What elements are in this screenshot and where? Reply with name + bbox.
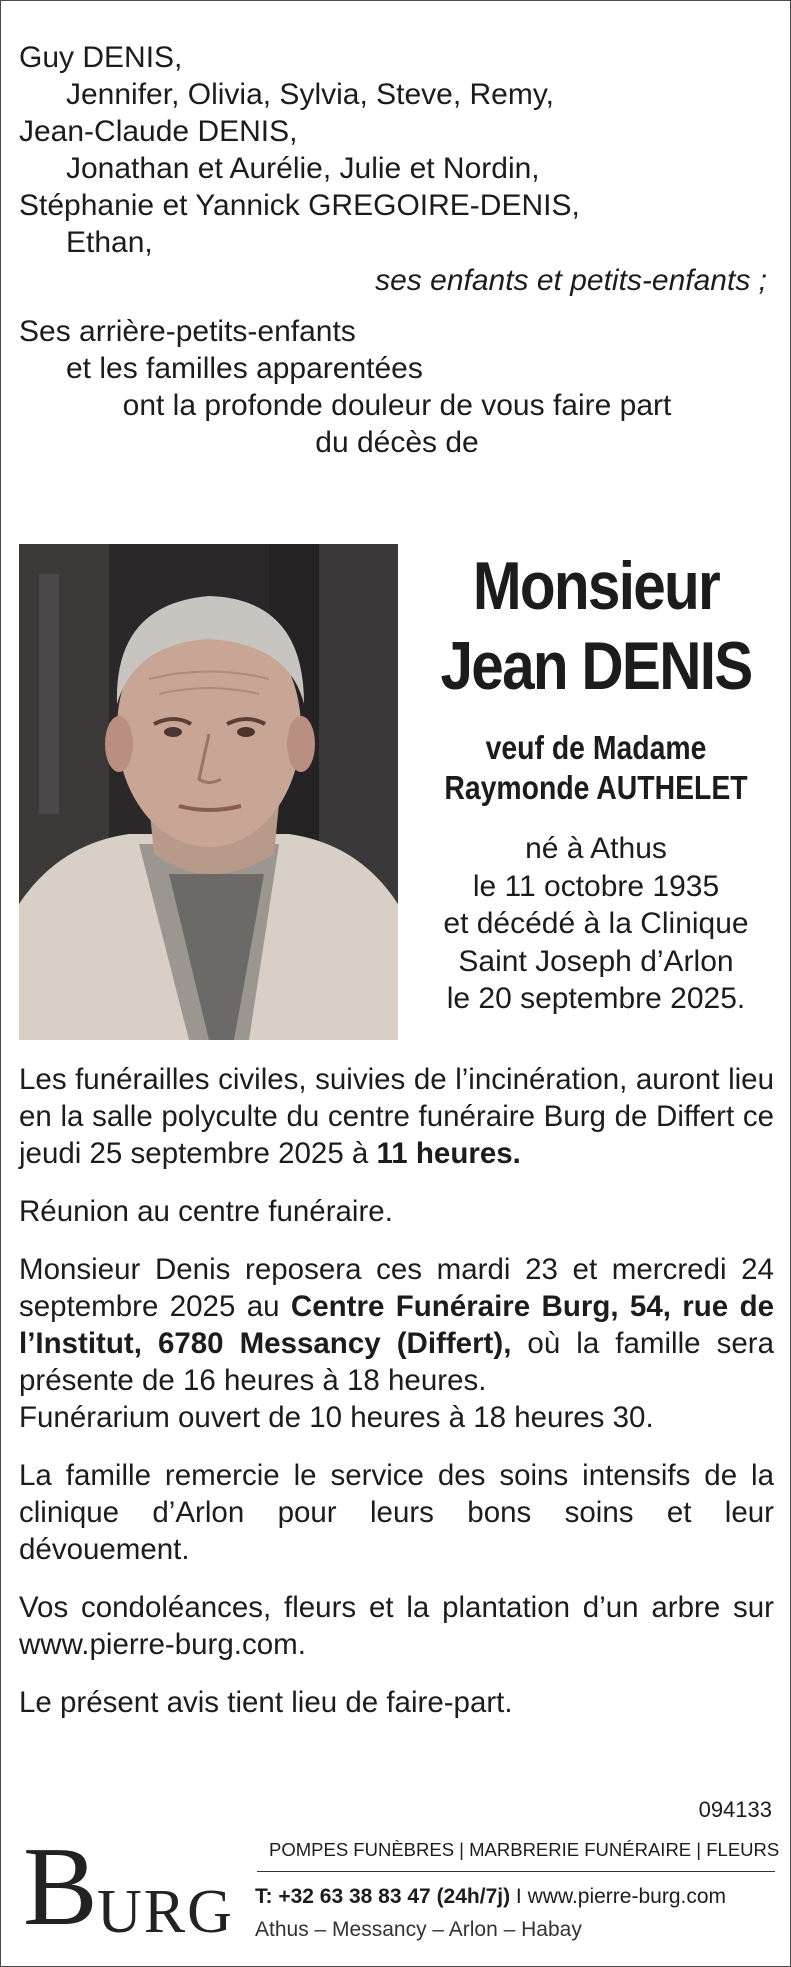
deceased-name: Jean DENIS xyxy=(440,628,752,704)
family-line: Ethan, xyxy=(66,226,153,259)
portrait-photo xyxy=(19,544,398,1040)
funeral-paragraph xyxy=(19,1061,774,1172)
spacer xyxy=(19,299,775,313)
visitation-address: Centre Funéraire Burg, 54, rue de l’Institut, 6780 Messancy (Differt), xyxy=(19,1290,774,1360)
phone-number: T: +32 63 38 83 47 xyxy=(255,1885,437,1908)
services-tagline: POMPES FUNÈBRES | MARBRERIE FUNÉRAIRE | FLEURS xyxy=(269,1839,780,1860)
widow-line: Raymonde AUTHELET xyxy=(444,769,748,806)
gathering-paragraph: Réunion au centre funéraire. xyxy=(19,1195,393,1228)
condolences-paragraph: Vos condoléances, fleurs et la plantation d’un arbre sur www.pierre-burg.com. xyxy=(19,1591,774,1661)
logo-letters: URG xyxy=(97,1878,234,1946)
visitation-paragraph xyxy=(19,1251,774,1399)
portrait-illustration xyxy=(19,544,398,1040)
locations: Athus – Messancy – Arlon – Habay xyxy=(255,1918,582,1941)
website-link[interactable]: www.pierre-burg.com xyxy=(527,1885,727,1908)
family-line: Jean-Claude DENIS, xyxy=(19,115,298,148)
life-line: le 20 septembre 2025. xyxy=(446,982,746,1015)
family-line: Ses arrière-petits-enfants xyxy=(19,315,356,348)
separator: I xyxy=(510,1885,528,1908)
life-line: Saint Joseph d’Arlon xyxy=(458,944,734,978)
visitation-text: Monsieur Denis reposera ces mardi 23 et mercredi 24 septembre 2025 au xyxy=(19,1253,774,1323)
life-line: et décédé à la Clinique xyxy=(443,907,749,940)
deceased-title: Monsieur xyxy=(472,548,720,624)
thanks-paragraph: La famille remercie le service des soins intensifs de la clinique d’Arlon pour leurs bons soins et leur dévouement. xyxy=(19,1459,774,1566)
phone-hours: (24h/7j) xyxy=(436,1885,511,1908)
divider xyxy=(257,1871,775,1872)
funeral-time: 11 heures. xyxy=(376,1137,521,1170)
family-line: Guy DENIS, xyxy=(19,41,183,74)
widow-of xyxy=(437,728,755,808)
life-dates xyxy=(411,830,781,1018)
family-line: et les familles apparentées xyxy=(66,352,423,385)
life-line: né à Athus xyxy=(525,832,667,865)
life-line: le 11 octobre 1935 xyxy=(472,869,720,903)
burg-logo xyxy=(23,1825,234,1949)
funerarium-hours: Funérarium ouvert de 10 heures à 18 heures 30. xyxy=(19,1401,654,1434)
notice-paragraph: Le présent avis tient lieu de faire-part. xyxy=(19,1686,513,1719)
deceased-block xyxy=(411,546,781,1018)
funeral-details xyxy=(19,1061,774,1742)
reference-number: 094133 xyxy=(698,1797,772,1822)
funeral-home-footer xyxy=(19,1825,780,1951)
family-relation-line: ses enfants et petits-enfants ; xyxy=(375,264,767,297)
visitation-hours: où la famille sera présente de 16 heures à 18 heures. xyxy=(19,1327,774,1397)
family-line: Jennifer, Olivia, Sylvia, Steve, Remy, xyxy=(66,78,554,111)
widow-line: veuf de Madame xyxy=(485,729,707,766)
family-line: Jonathan et Aurélie, Julie et Nordin, xyxy=(66,152,540,185)
logo-letter: B xyxy=(23,1825,98,1949)
family-announcement xyxy=(19,39,775,461)
announcement-line: ont la profonde douleur de vous faire part xyxy=(122,389,672,422)
contact-line xyxy=(255,1885,726,1909)
announcement-line: du décès de xyxy=(315,426,479,459)
family-line: Stéphanie et Yannick GREGOIRE-DENIS, xyxy=(19,189,580,222)
funeral-text: Les funérailles civiles, suivies de l’incinération, auront lieu en la salle polyculte du centre funéraire Burg de Differt ce jeudi 25 septembre 2025 à xyxy=(19,1063,774,1170)
